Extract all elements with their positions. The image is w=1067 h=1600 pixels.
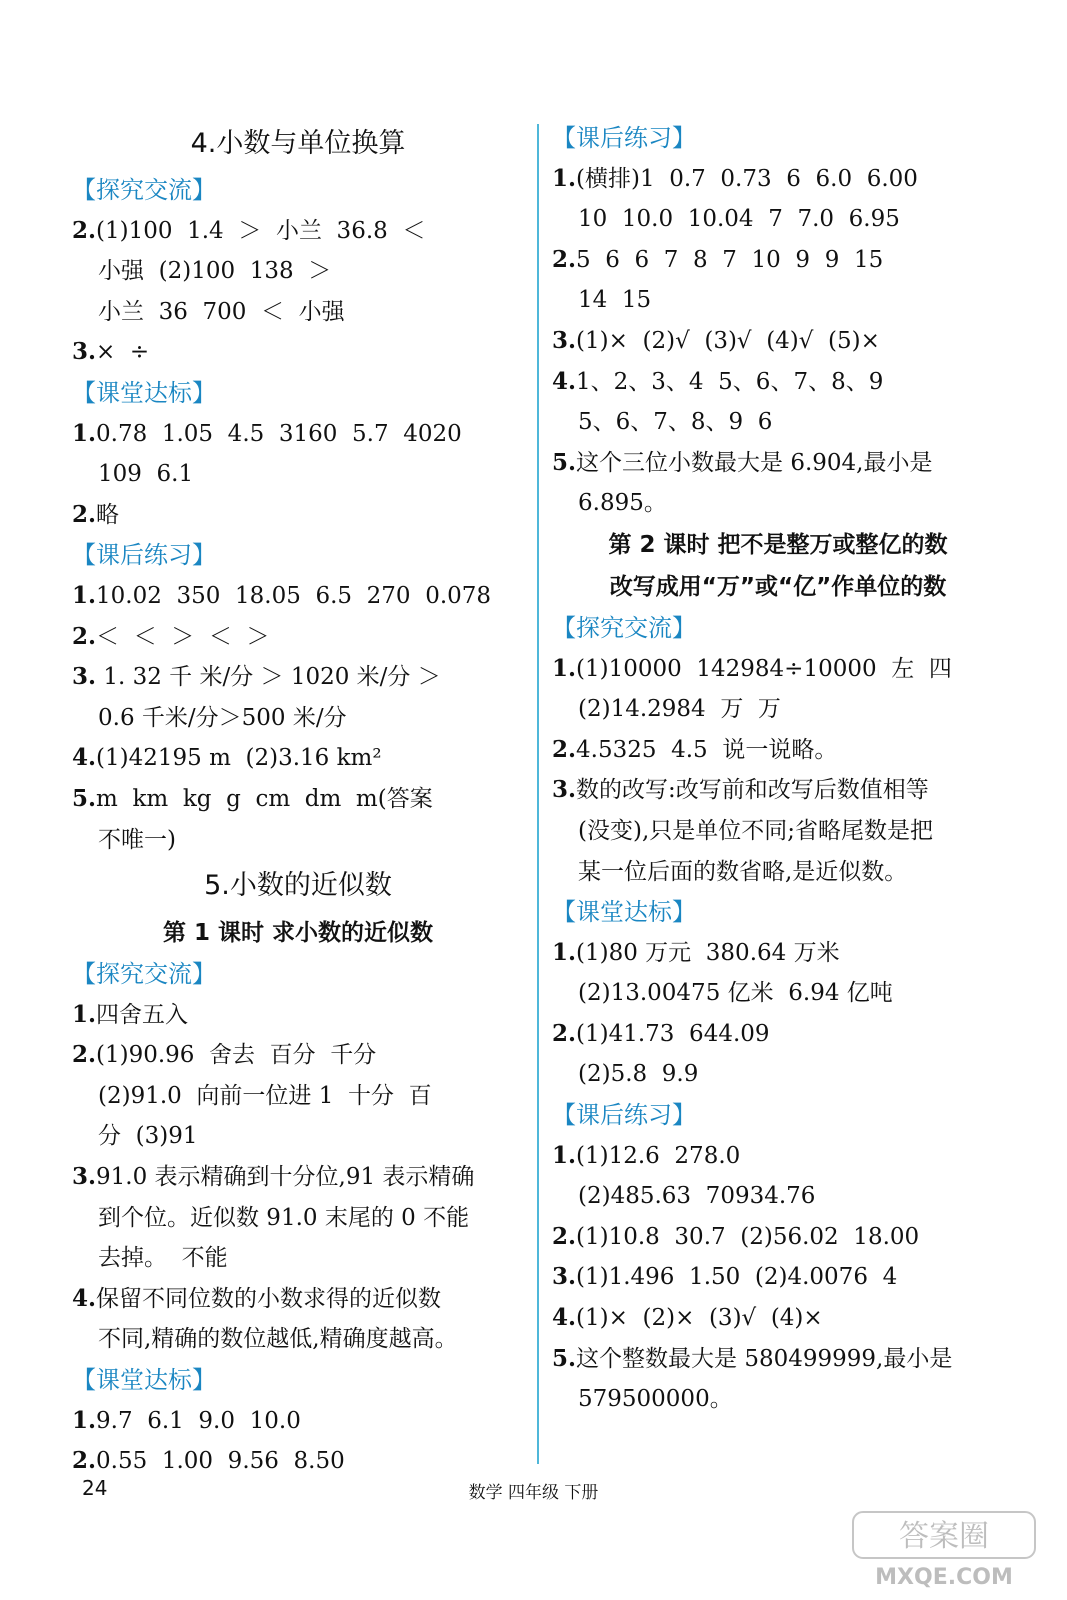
answer-text: 小兰 36 700 ＜ 小强 [98, 298, 345, 325]
answer-text: 9.7 6.1 9.0 10.0 [96, 1407, 301, 1434]
answer-line [72, 1157, 524, 1198]
answer-text: (1)10000 142984÷10000 左 四 [576, 655, 952, 682]
answer-line [72, 1198, 524, 1239]
answer-text: (2)14.2984 万 万 [578, 696, 781, 723]
question-number: 2. [72, 1447, 97, 1475]
column-divider [537, 124, 539, 1464]
question-number: 1. [552, 654, 577, 682]
answer-text: (1)80 万元 380.64 万米 [576, 939, 840, 966]
answer-line [552, 280, 1004, 321]
answer-text: (2)485.63 70934.76 [578, 1183, 816, 1210]
answer-line [72, 454, 524, 495]
answer-line [72, 657, 524, 698]
answer-line [72, 495, 524, 536]
answer-text: (1)× (2)√ (3)√ (4)√ (5)× [576, 327, 880, 354]
answer-line [552, 1217, 1004, 1258]
lesson-title: 第 1 课时 求小数的近似数 [162, 920, 434, 947]
answer-line [72, 1279, 524, 1320]
question-number: 1. [72, 419, 97, 447]
answer-text: (1)× (2)× (3)√ (4)× [576, 1305, 823, 1332]
answer-text: 保留不同位数的小数求得的近似数 [96, 1285, 442, 1312]
answer-line [552, 1054, 1004, 1095]
answer-line [72, 251, 524, 292]
answer-line [552, 362, 1004, 403]
page-number: 24 [82, 1476, 108, 1500]
answer-line [72, 698, 524, 739]
answer-line [552, 649, 1004, 690]
answer-line [72, 1035, 524, 1076]
question-number: 4. [552, 367, 577, 395]
answer-line [552, 811, 1004, 852]
answer-text: 579500000。 [578, 1386, 733, 1413]
section-title: 5.小数的近似数 [204, 870, 392, 902]
question-number: 2. [72, 1041, 97, 1069]
answer-line [552, 973, 1004, 1014]
answer-line [552, 1379, 1004, 1420]
answer-text: (1)10.8 30.7 (2)56.02 18.00 [576, 1223, 920, 1250]
question-number: 5. [72, 784, 97, 812]
answer-text: (1)1.496 1.50 (2)4.0076 4 [576, 1264, 898, 1291]
answer-line [552, 402, 1004, 443]
question-number: 2. [72, 500, 97, 528]
question-number: 3. [552, 1263, 577, 1291]
answer-text: (2)13.00475 亿米 6.94 亿吨 [578, 980, 893, 1007]
answer-text: 不唯一) [98, 826, 176, 853]
section-label: 【探究交流】 [72, 960, 216, 989]
answer-text: 10 10.0 10.04 7 7.0 6.95 [578, 206, 900, 233]
answer-line [552, 483, 1004, 524]
answer-line [72, 820, 524, 861]
answer-line [552, 770, 1004, 811]
watermark-logo [849, 1508, 1039, 1590]
question-number: 3. [72, 338, 97, 366]
answer-text: 91.0 表示精确到十分位,91 表示精确 [96, 1164, 475, 1191]
answer-line [72, 617, 524, 658]
question-number: 3. [552, 326, 577, 354]
question-number: 1. [552, 164, 577, 192]
answer-text: 略 [96, 501, 120, 528]
answer-text: 到个位。近似数 91.0 末尾的 0 不能 [98, 1204, 470, 1231]
answer-text: (1)12.6 278.0 [576, 1142, 741, 1169]
answer-text: × ÷ [96, 339, 150, 366]
answer-line [552, 321, 1004, 362]
question-number: 1. [552, 1141, 577, 1169]
answer-line [72, 1076, 524, 1117]
question-number: 2. [552, 1222, 577, 1250]
answer-line [552, 689, 1004, 730]
answer-line [552, 159, 1004, 200]
answer-line [552, 1136, 1004, 1177]
question-number: 5. [552, 1344, 577, 1372]
question-number: 1. [552, 938, 577, 966]
answer-text: 数的改写:改写前和改写后数值相等 [576, 777, 929, 804]
answer-text: (1)41.73 644.09 [576, 1020, 770, 1047]
section-label: 【课堂达标】 [72, 378, 216, 407]
answer-line [72, 211, 524, 252]
answer-text: (1)42195 m (2)3.16 km² [96, 745, 382, 772]
answer-text: 小强 (2)100 138 ＞ [98, 258, 332, 285]
question-number: 2. [552, 245, 577, 273]
answer-text: 0.6 千米/分＞500 米/分 [98, 704, 347, 731]
answer-line [552, 730, 1004, 771]
answer-text: 6.895。 [578, 490, 667, 517]
question-number: 2. [72, 216, 97, 244]
answer-text: ＜ ＜ ＞ ＜ ＞ [96, 623, 270, 650]
answer-text: 109 6.1 [98, 461, 194, 488]
right-column [552, 118, 1004, 1420]
answer-text: 这个整数最大是 580499999,最小是 [576, 1345, 953, 1372]
answer-line [72, 1401, 524, 1442]
answer-text: (1)100 1.4 ＞ 小兰 36.8 ＜ [96, 217, 426, 244]
section-label: 【课后练习】 [72, 541, 216, 570]
answer-line [72, 1319, 524, 1360]
question-number: 2. [72, 622, 97, 650]
answer-line [72, 576, 524, 617]
left-column [72, 118, 524, 1482]
answer-text: 不同,精确的数位越低,精确度越高。 [98, 1326, 458, 1353]
section-label: 【课后练习】 [552, 1101, 696, 1130]
answer-line [552, 1257, 1004, 1298]
answer-line [552, 852, 1004, 893]
answer-line [72, 292, 524, 333]
answer-text: 0.78 1.05 4.5 3160 5.7 4020 [96, 420, 462, 447]
question-number: 1. [72, 1406, 97, 1434]
section-label: 【探究交流】 [72, 176, 216, 204]
answer-text: 5、6、7、8、9 6 [578, 409, 773, 436]
answer-text: 14 15 [578, 287, 652, 314]
answer-line [552, 1176, 1004, 1217]
question-number: 2. [552, 1019, 577, 1047]
question-number: 1. [72, 1000, 97, 1028]
question-number: 3. [552, 776, 577, 804]
answer-line [72, 779, 524, 820]
answer-line [552, 1298, 1004, 1339]
answer-text: (2)5.8 9.9 [578, 1061, 699, 1088]
question-number: 1. [72, 581, 97, 609]
question-number: 4. [72, 1284, 97, 1312]
answer-line [552, 240, 1004, 281]
answer-text: 分 (3)91 [98, 1123, 198, 1150]
answer-text: 5 6 6 7 8 7 10 9 9 15 [576, 246, 884, 273]
lesson-title: 改写成用“万”或“亿”作单位的数 [609, 573, 947, 600]
answer-text: (没变),只是单位不同;省略尾数是把 [578, 817, 934, 844]
section-label: 【课堂达标】 [72, 1366, 216, 1395]
answer-text: 4.5325 4.5 说一说略。 [576, 736, 838, 763]
answer-line [72, 414, 524, 455]
answer-line [72, 1441, 524, 1482]
answer-line [72, 995, 524, 1036]
answer-line [552, 199, 1004, 240]
question-number: 2. [552, 735, 577, 763]
footer-book-title: 数学 四年级 下册 [468, 1483, 599, 1503]
question-number: 3. [72, 1163, 97, 1191]
section-title: 4.小数与单位换算 [190, 128, 406, 159]
answer-line [552, 933, 1004, 974]
answer-text: 10.02 350 18.05 6.5 270 0.078 [96, 582, 492, 609]
answer-text: 去掉。 不能 [98, 1245, 228, 1272]
watermark-logo-text: 答案圈 [899, 1519, 989, 1554]
answer-text: 1. 32 千 米/分 ＞ 1020 米/分 ＞ [96, 664, 441, 691]
answer-text: 四舍五入 [96, 1001, 189, 1028]
question-number: 3. [72, 663, 97, 691]
answer-line [552, 1014, 1004, 1055]
answer-text: 0.55 1.00 9.56 8.50 [96, 1448, 345, 1475]
answer-line [552, 443, 1004, 484]
question-number: 4. [552, 1304, 577, 1332]
answer-line [72, 1116, 524, 1157]
answer-line [72, 738, 524, 779]
answer-text: (横排)1 0.7 0.73 6 6.0 6.00 [576, 165, 918, 192]
answer-text: (2)91.0 向前一位进 1 十分 百 [98, 1082, 432, 1109]
lesson-title: 第 2 课时 把不是整万或整亿的数 [608, 531, 948, 558]
watermark-url: MXQE.COM [875, 1565, 1013, 1590]
question-number: 5. [552, 448, 577, 476]
answer-text: 1、2、3、4 5、6、7、8、9 [576, 368, 884, 395]
answer-line [552, 1339, 1004, 1380]
answer-text: 某一位后面的数省略,是近似数。 [578, 858, 908, 885]
section-label: 【课后练习】 [552, 124, 696, 152]
answer-text: (1)90.96 舍去 百分 千分 [96, 1042, 377, 1069]
answer-text: m km kg g cm dm m(答案 [96, 785, 433, 812]
section-label: 【探究交流】 [552, 613, 696, 642]
answer-line [72, 332, 524, 373]
answer-line [72, 1238, 524, 1279]
section-label: 【课堂达标】 [552, 898, 696, 927]
answer-text: 这个三位小数最大是 6.904,最小是 [576, 449, 933, 476]
question-number: 4. [72, 744, 97, 772]
